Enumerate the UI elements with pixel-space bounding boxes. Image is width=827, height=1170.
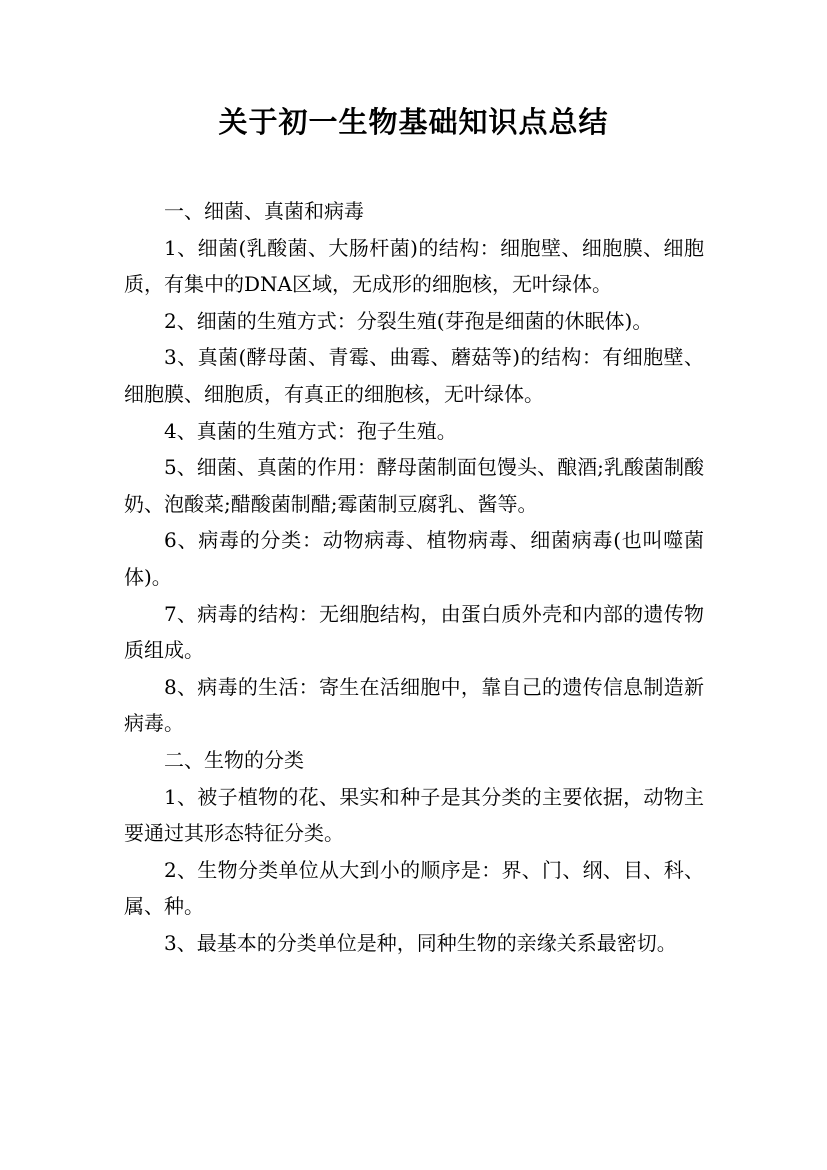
paragraph: 1、细菌(乳酸菌、大肠杆菌)的结构：细胞壁、细胞膜、细胞质，有集中的DNA区域，无成形的细胞核，无叶绿体。 <box>124 235 704 297</box>
paragraph: 2、生物分类单位从大到小的顺序是：界、门、纲、目、科、属、种。 <box>124 857 704 919</box>
paragraph: 2、细菌的生殖方式：分裂生殖(芽孢是细菌的休眠体)。 <box>164 308 653 333</box>
paragraph: 4、真菌的生殖方式：孢子生殖。 <box>164 418 457 443</box>
paragraph: 8、病毒的生活：寄生在活细胞中，靠自己的遗传信息制造新病毒。 <box>124 674 704 736</box>
document-body <box>124 193 704 961</box>
paragraph: 3、最基本的分类单位是种，同种生物的亲缘关系最密切。 <box>164 930 677 955</box>
section-classification <box>124 742 704 962</box>
section-bacteria-fungi-virus <box>124 193 704 742</box>
paragraph: 6、病毒的分类：动物病毒、植物病毒、细菌病毒(也叫噬菌体)。 <box>124 528 704 589</box>
paragraph: 5、细菌、真菌的作用：酵母菌制面包馒头、酿酒;乳酸菌制酸奶、泡酸菜;醋酸菌制醋;霉菌制豆腐乳、酱等。 <box>124 455 704 516</box>
paragraph: 7、病毒的结构：无细胞结构，由蛋白质外壳和内部的遗传物质组成。 <box>124 601 704 663</box>
section-heading: 一、细菌、真菌和病毒 <box>164 199 364 223</box>
paragraph: 1、被子植物的花、果实和种子是其分类的主要依据，动物主要通过其形态特征分类。 <box>124 784 704 846</box>
section-heading: 二、生物的分类 <box>164 747 304 772</box>
paragraph: 3、真菌(酵母菌、青霉、曲霉、蘑菇等)的结构：有细胞壁、细胞膜、细胞质，有真正的细胞核，无叶绿体。 <box>124 345 704 406</box>
document-title: 关于初一生物基础知识点总结 <box>218 105 609 139</box>
